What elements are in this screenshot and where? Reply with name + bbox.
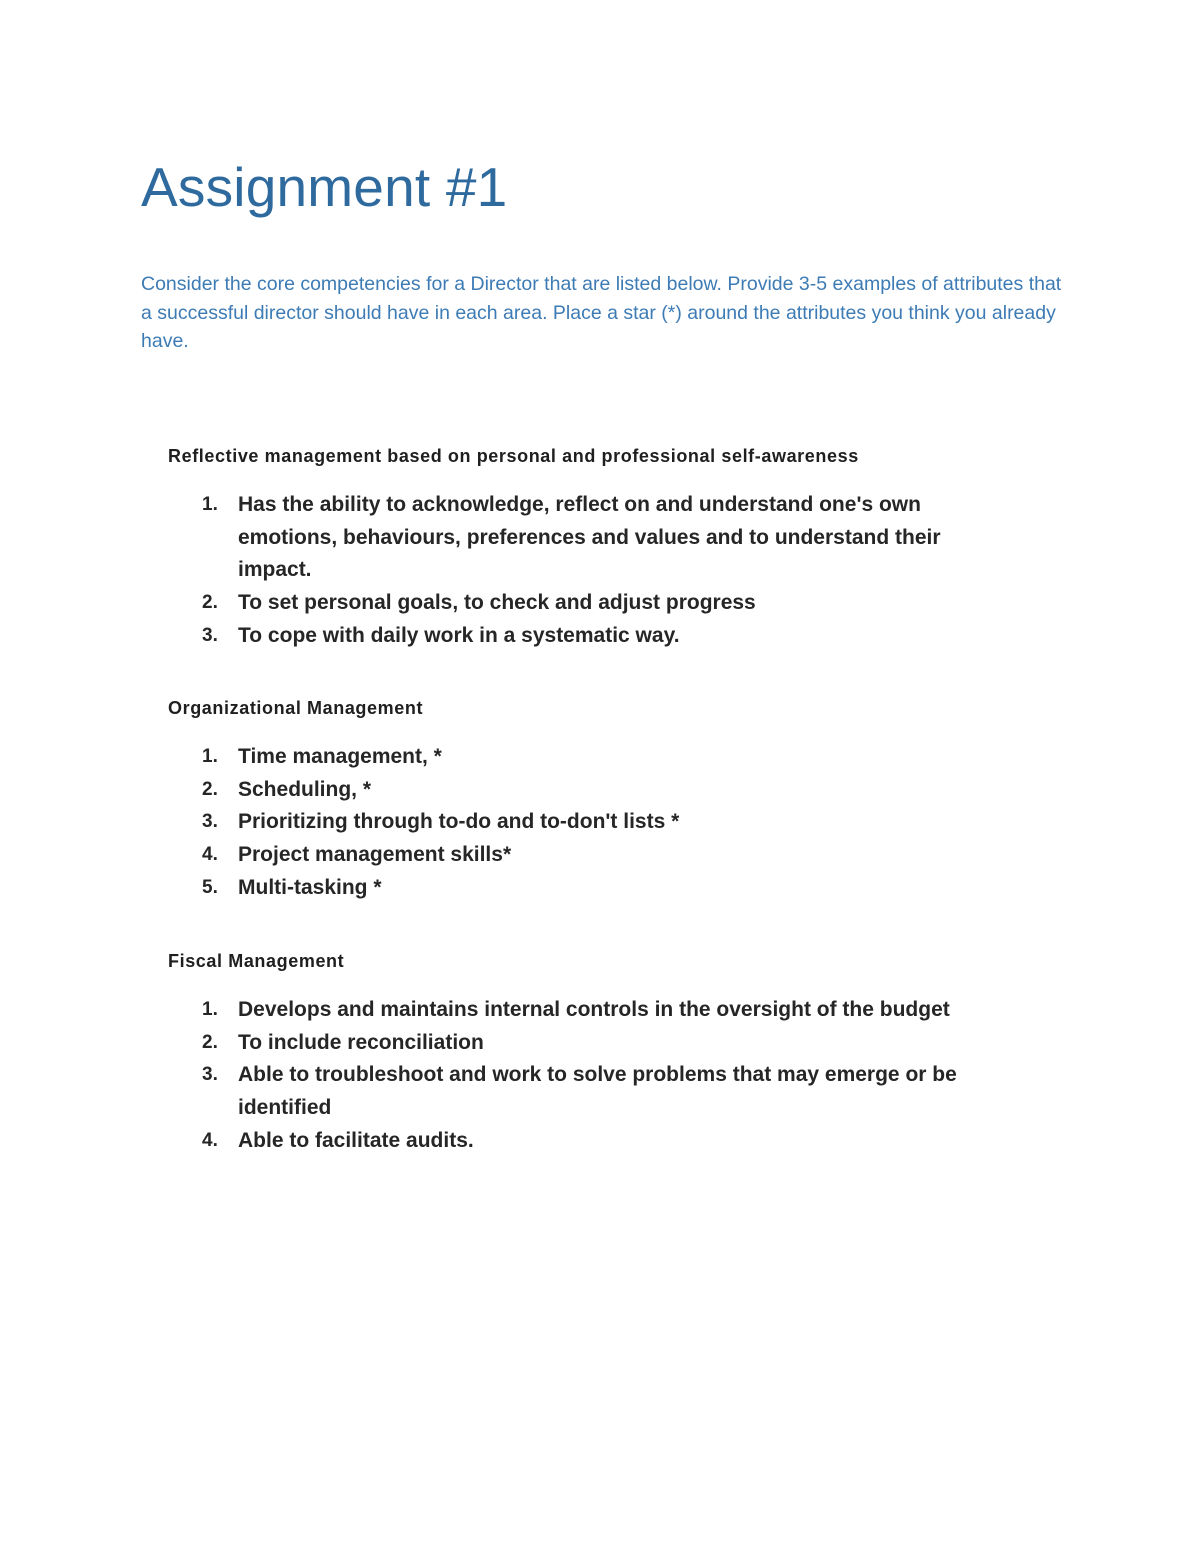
section-fiscal-management (168, 948, 1048, 1158)
list-item (168, 620, 1008, 653)
list-number: 1. (202, 746, 218, 767)
section-reflective-management (168, 443, 1048, 653)
list-item (168, 774, 1008, 807)
list-number: 4. (202, 844, 218, 866)
list-number: 2. (202, 1031, 218, 1053)
competency-list (168, 741, 1048, 905)
list-item-text: Multi-tasking * (238, 875, 382, 899)
section-heading: Reflective management based on personal and professional self-awareness (168, 446, 859, 466)
section-organizational-management (168, 695, 1048, 905)
list-item (168, 1059, 1008, 1124)
list-number: 2. (202, 778, 218, 800)
list-item (168, 1027, 1008, 1060)
list-item (168, 872, 1008, 905)
list-item (168, 994, 1008, 1027)
list-number: 4. (202, 1129, 218, 1151)
list-item-text: To set personal goals, to check and adjust progress (238, 591, 756, 615)
list-item-text: Has the ability to acknowledge, reflect on and understand one's own emotions, behaviours, preferences and values and to understand their impact. (238, 493, 941, 582)
section-heading: Organizational Management (168, 698, 424, 718)
list-item-text: Develops and maintains internal controls in the oversight of the budget (238, 998, 950, 1021)
intro-paragraph: Consider the core competencies for a Director that are listed below. Provide 3-5 examples of attributes that a successful director should have in each area. Place a star (*) around the attributes you think you already have. (141, 273, 1062, 352)
list-item (168, 489, 1008, 587)
list-item-text: Project management skills* (238, 843, 512, 867)
section-heading: Fiscal Management (168, 951, 345, 971)
list-item-text: Able to facilitate audits. (238, 1128, 474, 1152)
list-item (168, 839, 1008, 872)
list-item (168, 806, 1008, 839)
list-item-text: Scheduling, * (238, 777, 372, 801)
list-number: 1. (202, 494, 218, 515)
list-number: 3. (202, 624, 218, 646)
list-item-text: To include reconciliation (238, 1030, 484, 1054)
list-item (168, 741, 1008, 774)
list-number: 5. (202, 876, 218, 898)
list-item-text: Prioritizing through to-do and to-don't lists * (238, 810, 680, 834)
list-item-text: Time management, * (238, 745, 442, 768)
list-item-text: Able to troubleshoot and work to solve problems that may emerge or be identified (238, 1063, 957, 1120)
page-title: Assignment #1 (141, 156, 508, 218)
list-number: 1. (202, 999, 218, 1020)
list-number: 2. (202, 592, 218, 614)
list-item (168, 1125, 1008, 1158)
competency-list (168, 489, 1048, 653)
list-item-text: To cope with daily work in a systematic way. (238, 623, 680, 647)
list-item (168, 587, 1008, 620)
list-number: 3. (202, 1064, 218, 1086)
competency-list (168, 994, 1048, 1158)
list-number: 3. (202, 811, 218, 833)
